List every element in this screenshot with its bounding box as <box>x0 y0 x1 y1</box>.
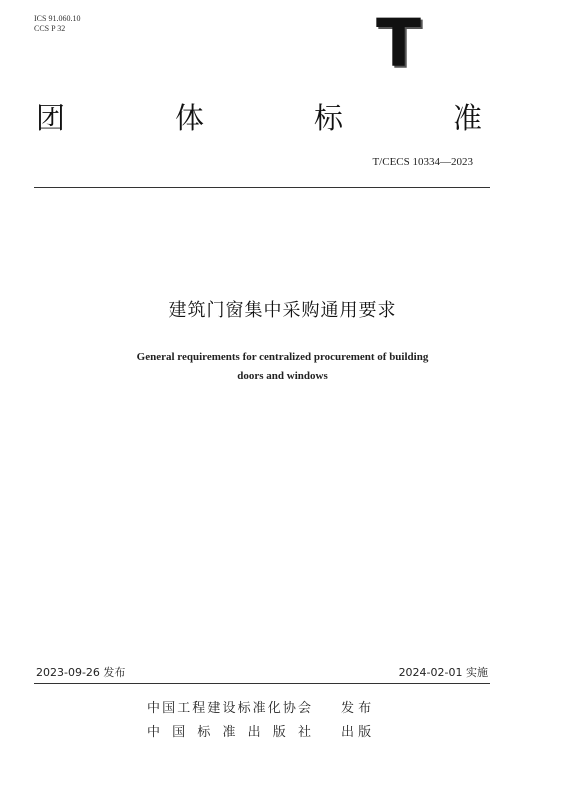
ccs-code: CCS P 32 <box>34 24 66 33</box>
issuer-char: 建 <box>207 701 221 716</box>
ics-code: ICS 91.060.10 <box>34 14 81 23</box>
classification-codes <box>34 14 80 34</box>
document-title-en <box>0 348 565 386</box>
title-en-line: doors and windows <box>237 370 328 382</box>
issuer-char: 化 <box>267 701 281 716</box>
press-name <box>147 721 311 740</box>
header-divider <box>34 187 490 188</box>
press-char: 中 <box>147 725 161 740</box>
press-char: 版 <box>272 725 286 740</box>
press-char: 出 <box>247 725 261 740</box>
press-line <box>147 721 371 740</box>
standard-type-title <box>36 100 482 136</box>
standard-type-char: 团 <box>36 101 66 135</box>
issuer-char: 工 <box>177 701 191 716</box>
standard-type-char: 标 <box>313 101 343 135</box>
issuer-char: 标 <box>237 701 251 716</box>
issuer-name <box>147 697 311 716</box>
issuer-char: 协 <box>282 701 296 716</box>
footer-divider <box>34 683 490 684</box>
document-title-cn: 建筑门窗集中采购通用要求 <box>168 300 397 321</box>
press-char: 社 <box>297 725 311 740</box>
issuer-char: 准 <box>252 701 266 716</box>
issue-date: 2023-09-26 发布 <box>36 666 126 679</box>
standard-category-logo: T <box>376 5 422 82</box>
standard-type-char: 体 <box>174 101 204 135</box>
press-char: 准 <box>222 725 236 740</box>
issuer-char: 中 <box>147 701 161 716</box>
issuer-char: 程 <box>192 701 206 716</box>
issuer-char: 国 <box>162 701 176 716</box>
standard-code: T/CECS 10334—2023 <box>372 156 473 168</box>
title-en-line: General requirements for centralized procurement of building <box>136 351 429 363</box>
effective-date: 2024-02-01 实施 <box>398 666 488 679</box>
issuer-line <box>147 697 371 716</box>
press-char: 国 <box>172 725 186 740</box>
standard-type-char: 准 <box>452 101 482 135</box>
issuer-char: 设 <box>222 701 236 716</box>
issuer-action: 发 布 <box>341 701 372 716</box>
press-action: 出 版 <box>341 725 372 740</box>
press-char: 标 <box>197 725 211 740</box>
issuer-char: 会 <box>297 701 311 716</box>
